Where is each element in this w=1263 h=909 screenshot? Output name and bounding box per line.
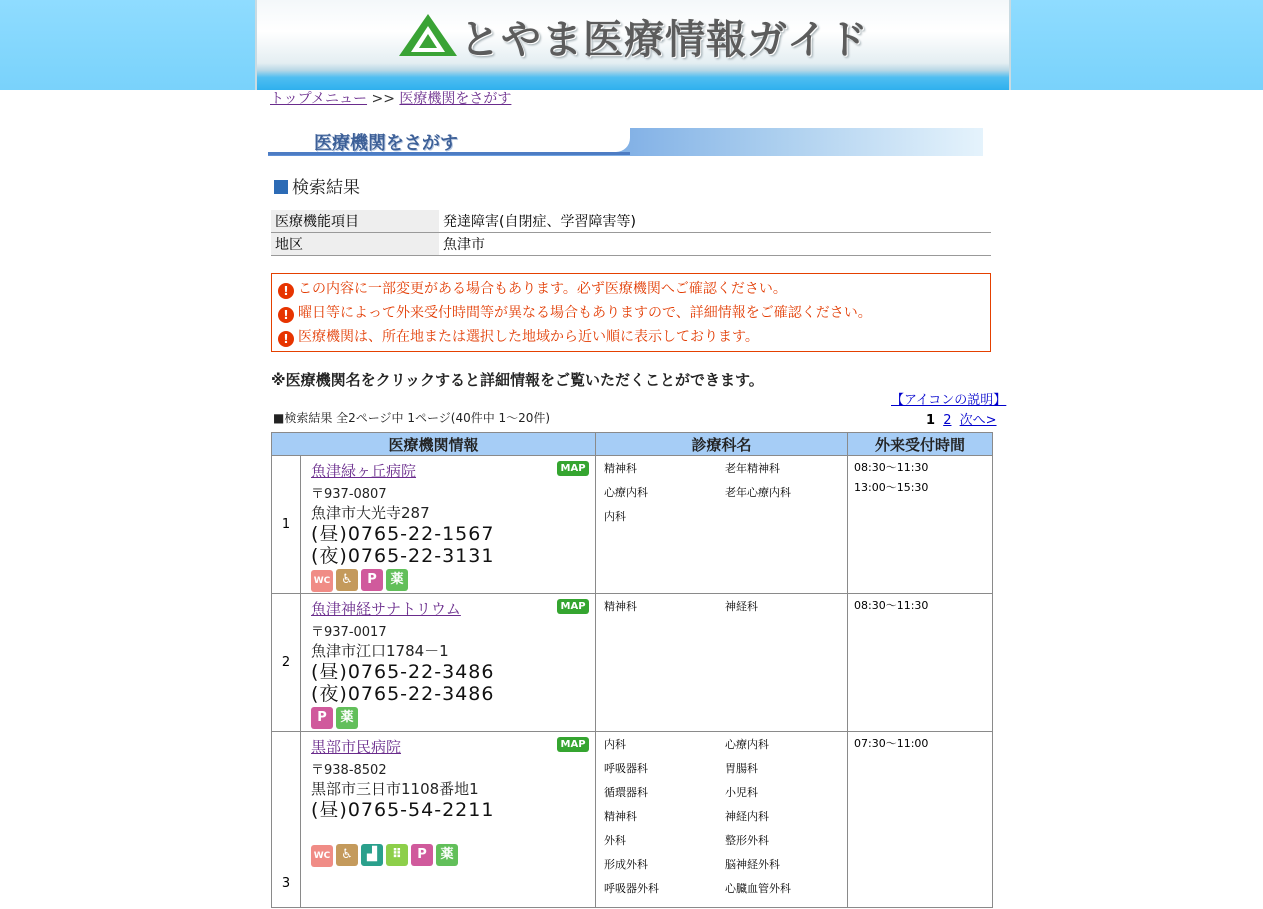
institution-name-link[interactable]: 魚津緑ヶ丘病院: [311, 462, 417, 480]
table-row: [272, 594, 993, 732]
alert-icon: !: [278, 283, 294, 299]
pharmacy-icon: 薬: [386, 569, 408, 591]
header-departments: 診療科名: [596, 433, 848, 456]
tel-day: (昼)0765-22-1567: [311, 523, 495, 545]
parking-icon: P: [311, 707, 333, 729]
hours-cell: [848, 594, 993, 732]
table-row: [272, 456, 993, 594]
notice-text: 医療機関は、所在地または選択した地域から近い順に表示しております。: [298, 329, 759, 345]
results-header-row: [272, 433, 993, 456]
square-bullet-icon: [274, 180, 288, 194]
departments-cell: [596, 732, 848, 908]
address: 黒部市三日市1108番地1: [311, 780, 479, 798]
toyama-logo-icon: [397, 12, 459, 58]
criteria-key: 地区: [271, 233, 439, 256]
department: 老年精神科: [725, 462, 781, 475]
department: 内科: [604, 510, 627, 523]
facility-icons: [311, 706, 595, 729]
criteria-row: [271, 210, 991, 233]
pharmacy-icon: 薬: [436, 844, 458, 866]
institution-name-link[interactable]: 黒部市民病院: [311, 738, 402, 756]
address: 魚津市大光寺287: [311, 504, 430, 522]
tel-night: (夜)0765-22-3131: [311, 545, 495, 567]
address: 魚津市江口1784－1: [311, 642, 449, 660]
department: 神経内科: [725, 810, 770, 823]
row-number: 3: [272, 732, 301, 908]
hours-cell: [848, 732, 993, 908]
notice-line: [278, 302, 984, 326]
departments-cell: [596, 594, 848, 732]
department: 胃腸科: [725, 762, 759, 775]
map-icon[interactable]: MAP: [557, 461, 589, 476]
breadcrumb-current-link[interactable]: 医療機関をさがす: [399, 91, 512, 107]
departments-cell: [596, 456, 848, 594]
wheelchair-icon: ♿: [336, 844, 358, 866]
postal-code: 〒938-8502: [311, 763, 387, 778]
section-title: 医療機関をさがす: [314, 133, 458, 154]
wheelchair-icon: ♿: [336, 569, 358, 591]
parking-icon: P: [411, 844, 433, 866]
braille-icon: ⠿: [386, 844, 408, 866]
header-institution-info: 医療機関情報: [272, 433, 596, 456]
institution-name-link[interactable]: 魚津神経サナトリウム: [311, 600, 461, 618]
department: 神経科: [725, 600, 759, 613]
institution-cell: [301, 732, 596, 908]
department: 心療内科: [604, 486, 649, 499]
department: 小児科: [725, 786, 759, 799]
accessible-toilet-icon: WC: [311, 845, 333, 867]
department: 心療内科: [725, 738, 770, 751]
institution-cell: [301, 594, 596, 732]
department: 心臓血管外科: [725, 882, 792, 895]
section-banner: [268, 128, 983, 156]
breadcrumb-separator: >>: [371, 91, 395, 107]
map-icon[interactable]: MAP: [557, 737, 589, 752]
notice-box: [271, 273, 991, 352]
breadcrumb: [270, 88, 511, 108]
criteria-key: 医療機能項目: [271, 210, 439, 233]
department: 精神科: [604, 600, 638, 613]
hours-entry: 08:30～11:30: [854, 461, 929, 474]
pager: [926, 409, 997, 428]
postal-code: 〒937-0017: [311, 625, 387, 640]
row-number: 2: [272, 594, 301, 732]
results-heading-label: 検索結果: [292, 178, 360, 198]
notice-line: [278, 326, 984, 350]
department: 形成外科: [604, 858, 649, 871]
hours-cell: [848, 456, 993, 594]
results-heading: [274, 173, 360, 198]
department: 外科: [604, 834, 627, 847]
tel-day: (昼)0765-22-3486: [311, 661, 495, 683]
click-note: ※医療機関名をクリックすると詳細情報をご覧いただくことができます。: [271, 371, 764, 389]
hours-entry: 13:00～15:30: [854, 481, 929, 494]
accessible-toilet-icon: WC: [311, 570, 333, 592]
pager-next-link[interactable]: 次へ>: [959, 413, 997, 428]
postal-code: 〒937-0807: [311, 487, 387, 502]
pager-page-2-link[interactable]: 2: [943, 413, 952, 428]
notice-line: [278, 278, 984, 302]
results-table: [271, 432, 993, 908]
tel-night: (夜)0765-22-3486: [311, 683, 495, 705]
department: 精神科: [604, 810, 638, 823]
department: 整形外科: [725, 834, 770, 847]
pager-current-page: 1: [926, 413, 936, 428]
search-criteria-table: [271, 210, 991, 256]
site-title[interactable]: とやま医療情報ガイド: [460, 17, 869, 63]
notice-text: この内容に一部変更がある場合もあります。必ず医療機関へご確認ください。: [298, 281, 787, 297]
department: 呼吸器外科: [604, 882, 660, 895]
map-icon[interactable]: MAP: [557, 599, 589, 614]
department: 呼吸器科: [604, 762, 649, 775]
department: 内科: [604, 738, 627, 751]
facility-icons: [311, 843, 595, 867]
stair-lift-icon: ▟: [361, 844, 383, 866]
pharmacy-icon: 薬: [336, 707, 358, 729]
site-header: [255, 0, 1011, 90]
tel-day: (昼)0765-54-2211: [311, 799, 495, 821]
criteria-row: [271, 233, 991, 256]
notice-text: 曜日等によって外来受付時間等が異なる場合もありますので、詳細情報をご確認ください。: [298, 305, 872, 321]
hours-entry: 08:30～11:30: [854, 599, 929, 612]
result-summary: ■検索結果 全2ページ中 1ページ(40件中 1～20件): [273, 411, 551, 425]
institution-cell: [301, 456, 596, 594]
header-hours: 外来受付時間: [848, 433, 993, 456]
icon-help-link[interactable]: 【アイコンの説明】: [891, 393, 1007, 408]
department: 循環器科: [604, 786, 649, 799]
table-row: [272, 732, 993, 908]
department: 老年心療内科: [725, 486, 792, 499]
criteria-value: 魚津市: [439, 233, 991, 256]
breadcrumb-top-menu-link[interactable]: トップメニュー: [270, 91, 368, 107]
row-number: 1: [272, 456, 301, 594]
parking-icon: P: [361, 569, 383, 591]
hours-entry: 07:30～11:00: [854, 737, 929, 750]
facility-icons: [311, 568, 595, 592]
department: 精神科: [604, 462, 638, 475]
department: 脳神経外科: [725, 858, 781, 871]
alert-icon: !: [278, 307, 294, 323]
alert-icon: !: [278, 331, 294, 347]
criteria-value: 発達障害(自閉症、学習障害等): [439, 210, 991, 233]
